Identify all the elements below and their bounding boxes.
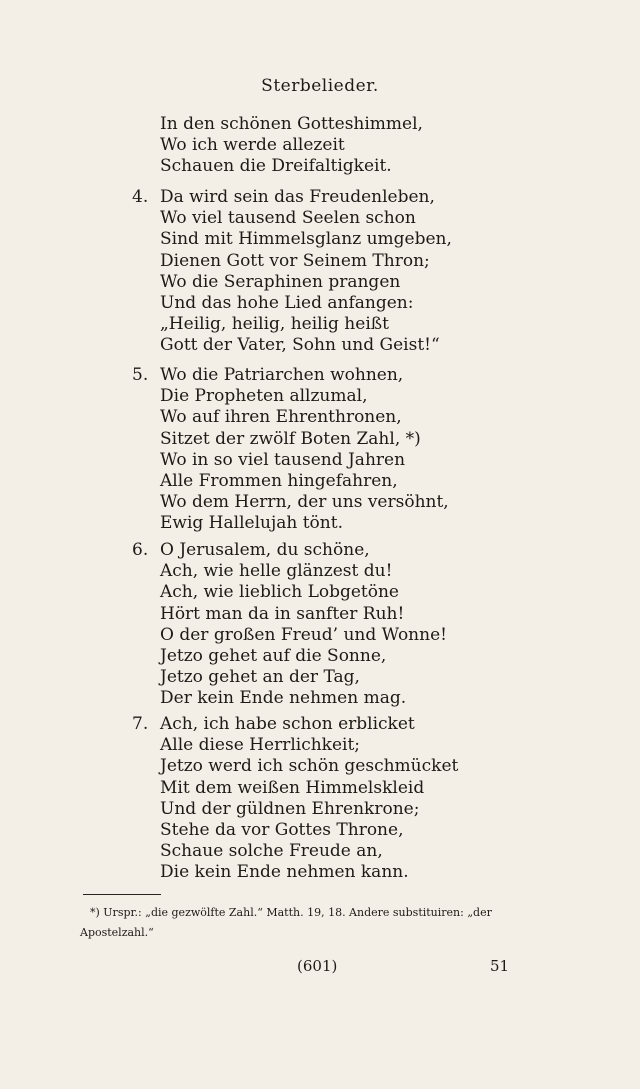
verse-line: „Heilig, heilig, heilig heißt xyxy=(160,314,389,335)
verse-line: Jetzo werd ich schön geschmücket xyxy=(160,756,459,777)
stanza-number: 6. xyxy=(132,540,149,560)
verse-line: Und das hohe Lied anfangen: xyxy=(160,292,414,313)
verse-line: Der kein Ende nehmen mag. xyxy=(160,688,407,709)
stanza-number: 4. xyxy=(132,187,149,207)
stanza-6 xyxy=(132,540,447,710)
stanza-7 xyxy=(132,714,459,884)
page-number: 51 xyxy=(490,957,510,975)
verse-line: O Jerusalem, du schöne, xyxy=(160,540,370,560)
stanza-continuation xyxy=(160,114,423,178)
verse-line: O der großen Freud’ und Wonne! xyxy=(160,624,447,645)
stanza-4 xyxy=(132,187,452,357)
verse-line: Ach, ich habe schon erblicket xyxy=(160,714,415,734)
verse-line: Ewig Hallelujah tönt. xyxy=(160,513,343,534)
verse-line: Sitzet der zwölf Boten Zahl, *) xyxy=(160,428,421,449)
verse-line: Dienen Gott vor Seinem Thron; xyxy=(160,250,430,271)
verse-line: Mit dem weißen Himmelskleid xyxy=(160,777,425,798)
verse-line: Stehe da vor Gottes Throne, xyxy=(160,819,404,840)
verse-line: In den schönen Gotteshimmel, xyxy=(160,114,423,134)
verse-line: Alle diese Herrlichkeit; xyxy=(160,735,361,756)
stanza-5 xyxy=(132,365,449,535)
verse-line: Jetzo gehet an der Tag, xyxy=(160,667,360,688)
verse-line: Wo auf ihren Ehrenthronen, xyxy=(160,407,402,428)
verse-line: Die kein Ende nehmen kann. xyxy=(160,862,409,883)
stanza-number: 5. xyxy=(132,365,149,385)
verse-line: Und der güldnen Ehrenkrone; xyxy=(160,798,420,819)
verse-line: Wo dem Herrn, der uns versöhnt, xyxy=(160,492,449,513)
verse-line: Hört man da in sanfter Ruh! xyxy=(160,603,405,624)
verse-line: Wo die Seraphinen prangen xyxy=(160,271,401,292)
verse-line: Ach, wie lieblich Lobgetöne xyxy=(160,582,399,603)
verse-line: Die Propheten allzumal, xyxy=(160,386,368,407)
verse-line: Wo in so viel tausend Jahren xyxy=(160,449,406,470)
footnote-line: *) Urspr.: „die gezwölfte Zahl.“ Matth. 19, 18. Andere substituiren: „der xyxy=(90,906,492,919)
verse-line: Wo viel tausend Seelen schon xyxy=(160,208,416,229)
verse-line: Ach, wie helle glänzest du! xyxy=(160,561,393,582)
running-header: Sterbelieder. xyxy=(261,76,379,96)
verse-line: Alle Frommen hingefahren, xyxy=(160,470,398,491)
verse-line: Da wird sein das Freudenleben, xyxy=(160,187,435,207)
hymn-number: (601) xyxy=(297,957,338,975)
stanza-number: 7. xyxy=(132,714,149,734)
verse-line: Gott der Vater, Sohn und Geist!“ xyxy=(160,335,440,356)
verse-line: Jetzo gehet auf die Sonne, xyxy=(160,645,387,666)
footnote-divider xyxy=(83,894,161,895)
verse-line: Schauen die Dreifaltigkeit. xyxy=(160,156,392,177)
verse-line: Wo die Patriarchen wohnen, xyxy=(160,365,404,385)
verse-line: Wo ich werde allezeit xyxy=(160,135,345,156)
footnote-line: Apostelzahl.“ xyxy=(80,926,154,939)
verse-line: Sind mit Himmelsglanz umgeben, xyxy=(160,229,452,250)
footnote xyxy=(80,903,540,943)
verse-line: Schaue solche Freude an, xyxy=(160,841,383,862)
